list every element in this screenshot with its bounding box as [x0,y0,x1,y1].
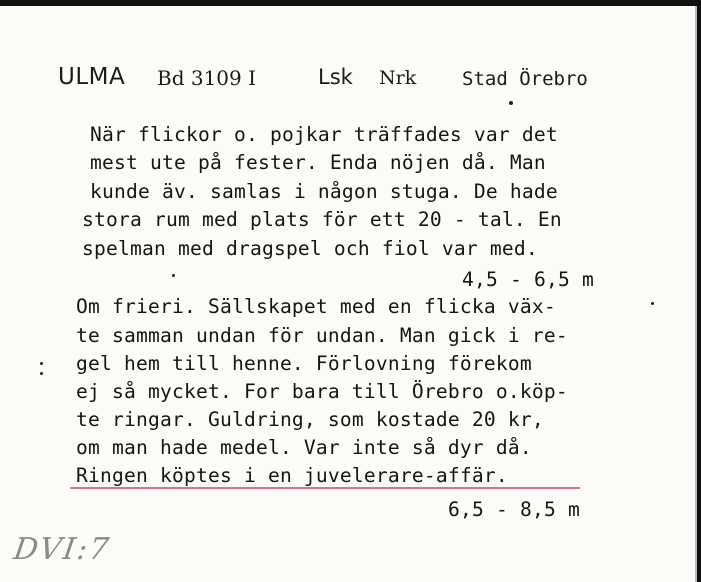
text-line: spelman med dragspel och fiol var med. [82,237,538,260]
text-line: te ringar. Guldring, som kostade 20 kr, [76,408,544,431]
ink-dot [651,302,654,305]
text-line: stora rum med plats för ett 20 - tal. En [82,208,562,231]
page-reference: 4,5 - 6,5 m [462,268,594,291]
text-line: kunde äv. samlas i någon stuga. De hade [90,180,558,203]
place-name: Stad Örebro [462,68,588,90]
handwritten-signature: DVI:7 [11,532,113,567]
archive-code: ULMA [58,64,126,90]
text-line: Om frieri. Sällskapet med en flicka väx- [76,295,556,318]
red-underline [70,487,580,489]
ink-dot [40,372,43,375]
landscape-code: Lsk [318,65,353,89]
card-header [0,64,695,104]
text-line: När flickor o. pojkar träffades var det [90,123,558,146]
ink-dot [509,101,513,105]
ink-dot [172,274,175,277]
page-reference: 6,5 - 8,5 m [448,498,580,521]
text-line: te samman undan för undan. Man gick i re- [76,324,568,347]
ink-dot [40,362,43,365]
text-line: om man hade medel. Var inte så dyr då. [76,436,532,459]
text-line: Ringen köptes i en juvelerare-affär. [76,464,508,487]
region-code: Nrk [379,67,417,89]
index-card [0,6,697,582]
text-line: ej så mycket. For bara till Örebro o.köp- [76,380,568,403]
record-number: Bd 3109 I [157,66,257,90]
text-line: gel hem till henne. Förlovning förekom [76,352,532,375]
text-line: mest ute på fester. Enda nöjen då. Man [90,151,546,174]
